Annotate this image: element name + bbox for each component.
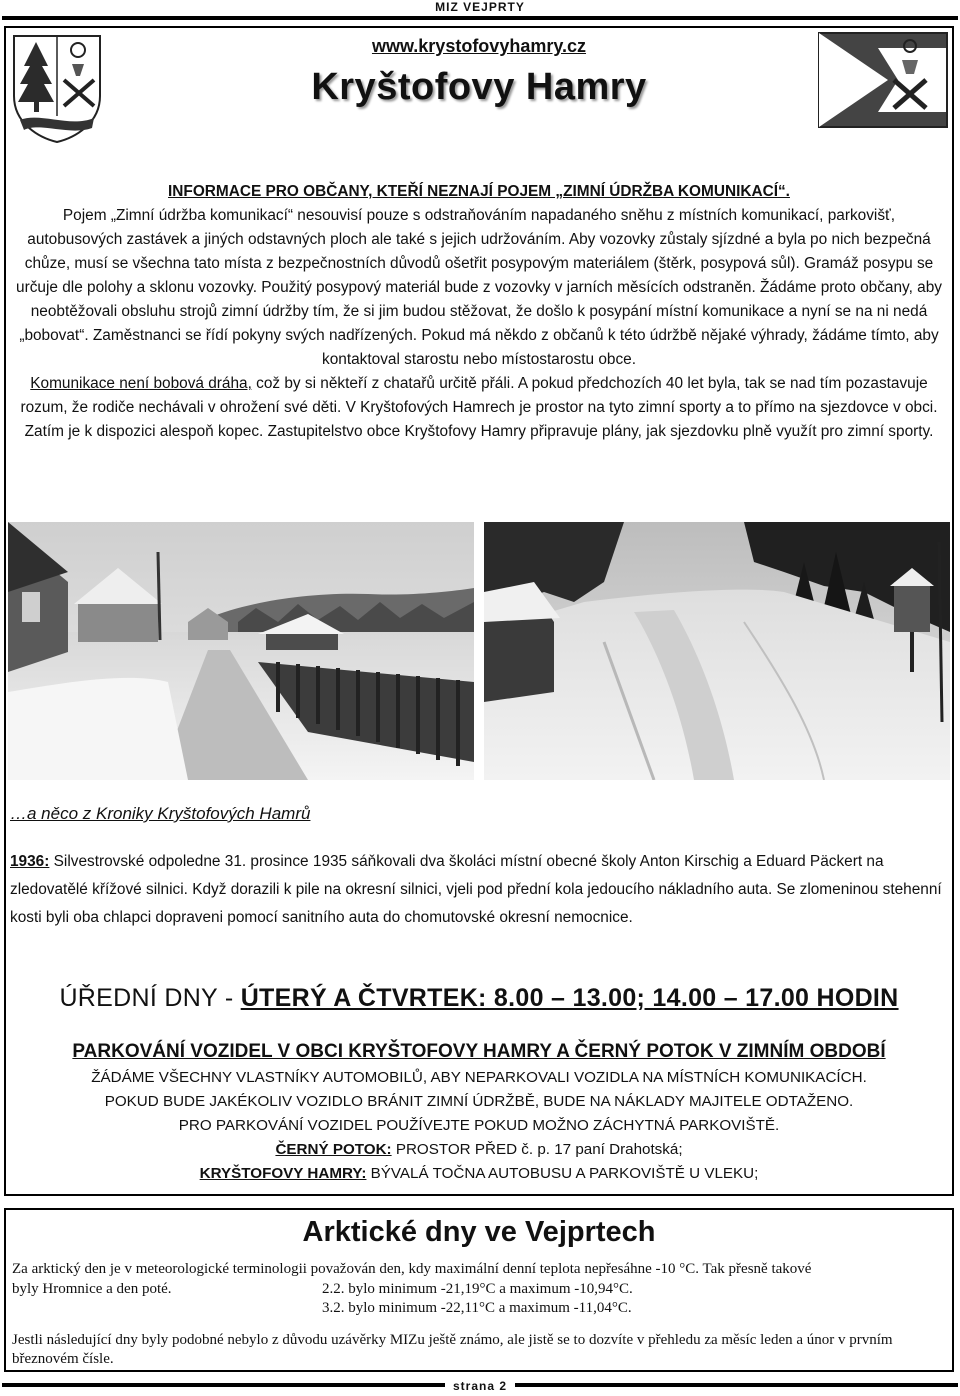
parking-place-1-label: ČERNÝ POTOK: xyxy=(275,1141,392,1158)
main-frame xyxy=(4,26,954,1196)
office-hours-value: ÚTERÝ A ČTVRTEK: 8.00 – 13.00; 14.00 – 17.00 HODIN xyxy=(240,984,899,1012)
winter-maintenance-info xyxy=(14,180,944,444)
info-paragraph-2-emphasis: Komunikace není bobová dráha, xyxy=(30,375,252,392)
arctic-outro: Jestli následující dny byly podobné nebylo z důvodu uzávěrky MIZu ještě známo, ale jistě se to dozvíte v přehledu za měsíc leden a únor v prvním březnovém čísle. xyxy=(12,1331,893,1367)
arctic-days-box xyxy=(4,1208,954,1372)
office-hours-label: ÚŘEDNÍ DNY - xyxy=(59,984,241,1012)
top-bar xyxy=(0,0,960,20)
arctic-reading-2: 3.2. bylo minimum -22,11°C a maximum -11,04°C. xyxy=(322,1300,632,1316)
chronicle-year: 1936: xyxy=(10,853,50,870)
snowy-road-photo xyxy=(8,522,474,780)
chronicle-heading: …a něco z Kroniky Kryštofových Hamrů xyxy=(10,804,311,823)
office-hours xyxy=(6,984,952,1013)
parking-place-2-text: BÝVALÁ TOČNA AUTOBUSU A PARKOVIŠTĚ U VLEKU; xyxy=(366,1165,759,1182)
parking-line-1: ŽÁDÁME VŠECHNY VLASTNÍKY AUTOMOBILŮ, ABY NEPARKOVALI VOZIDLA NA MÍSTNÍCH KOMUNIKACÍCH. xyxy=(91,1069,867,1086)
info-heading: INFORMACE PRO OBČANY, KTEŘÍ NEZNAJÍ POJEM „ZIMNÍ ÚDRŽBA KOMUNIKACÍ“. xyxy=(168,183,790,200)
info-paragraph-2-text: což by si někteří z chatařů určitě přáli. A pokud předchozích 40 let byla, tak se nad tím pozastavuje rozum, že rodiče nechávali v ohrožení své děti. V Kryštofových Hamrech je prostor na tyto zimní sporty a to přímo na sjezdovce v obci. Zatím je k dispozici alespoň kopec. Zastupitelstvo obce Kryštofovy Hamry připravuje plány, jak sjezdovku plně využít pro zimní sporty. xyxy=(20,375,938,440)
ski-slope-photo xyxy=(484,522,950,780)
arctic-body xyxy=(12,1260,946,1370)
chronicle-text: Silvestrovské odpoledne 31. prosince 1935 sáňkovali dva školáci místní obecné školy Anton Kirschig a Eduard Päckert na zledovatělé křížové silnici. Když dorazili k pile na okresní silnici, vjeli pod přední kola jedoucího nákladního auta. Se zlomeninou stehenní kosti byli oba chlapci dopraveni pomocí sanitního auta do chomutovské okresní nemocnice. xyxy=(10,853,942,926)
arctic-title: Arktické dny ve Vejprtech xyxy=(302,1216,656,1248)
arctic-intro-end: byly Hromnice a den poté. xyxy=(12,1280,172,1297)
footer xyxy=(0,1378,960,1396)
page-number: strana 2 xyxy=(445,1379,515,1393)
info-paragraph-2 xyxy=(14,372,944,444)
parking-place-1-text: PROSTOR PŘED č. p. 17 paní Drahotská; xyxy=(391,1141,683,1158)
top-rule xyxy=(2,16,958,20)
parking-notice xyxy=(6,1038,952,1186)
parking-place-2 xyxy=(6,1162,952,1186)
chronicle-entry xyxy=(10,848,944,932)
town-name: Kryštofovy Hamry xyxy=(311,66,647,108)
parking-line-2: POKUD BUDE JAKÉKOLIV VOZIDLO BRÁNIT ZIMNÍ ÚDRŽBĚ, BUDE NA NÁKLADY MAJITELE ODTAŽENO. xyxy=(104,1093,854,1110)
parking-line-3: PRO PARKOVÁNÍ VOZIDEL POUŽÍVEJTE POKUD MOŽNO ZÁCHYTNÁ PARKOVIŠTĚ. xyxy=(178,1117,780,1134)
website-link[interactable]: www.krystofovyhamry.cz xyxy=(371,36,587,56)
newsletter-name: MIZ VEJPRTY xyxy=(425,0,535,14)
parking-place-1 xyxy=(6,1138,952,1162)
info-paragraph-1: Pojem „Zimní údržba komunikací“ nesouvisí pouze s odstraňováním napadaného sněhu z místních komunikací, parkovišť, autobusových zastávek a jiných odstavných ploch ale také s jejich udržováním. Aby vozovky zůstaly sjízdné a byla po nich bezpečná chůze, musí se všechna tato místa z bezpečnostních důvodů ošetřit posypovým materiálem (štěrk, posypová sůl). Gramáž posypu se určuje dle polohy a sklonu vozovky. Použitý posypový materiál bude z vozovky v jarních měsících odstraněn. Žádáme proto občany, aby neobtěžovali obsluhu strojů zimní údržby tím, že si jim budou stěžovat, že došlo k posypání místní komunikace a nyní se na ni nedá „bobovat“. Zaměstnanci se řídí pokyny svých nadřízených. Pokud má někdo z občanů k této údržbě nějaké výhrady, žádáme tímto, aby kontaktoval starostu nebo místostarostu obce. xyxy=(16,207,942,368)
parking-place-2-label: KRYŠTOFOVY HAMRY: xyxy=(199,1165,367,1182)
arctic-reading-1: 2.2. bylo minimum -21,19°C a maximum -10,94°C. xyxy=(322,1280,633,1297)
parking-title: PARKOVÁNÍ VOZIDEL V OBCI KRYŠTOFOVY HAMRY A ČERNÝ POTOK V ZIMNÍM OBDOBÍ xyxy=(72,1041,886,1062)
arctic-intro: Za arktický den je v meteorologické terminologii považován den, kdy maximální denní teplota nepřesáhne -10 °C. Tak přesně takové xyxy=(12,1261,812,1277)
